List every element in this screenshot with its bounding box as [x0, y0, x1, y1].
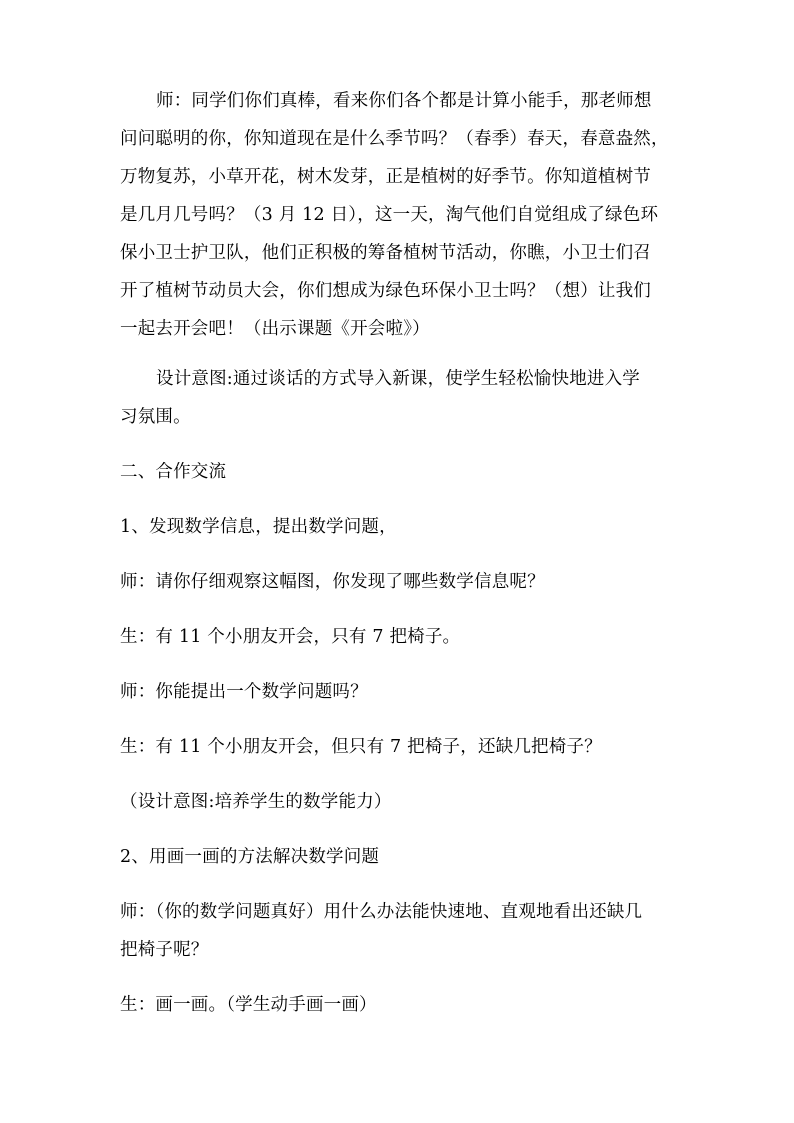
paragraph-design-intent-2: [120, 783, 682, 821]
paragraph-step-1: [120, 508, 682, 546]
text-line: 一起去开会吧！（出示课题《开会啦》）: [120, 319, 430, 339]
paragraph-step-2: [120, 838, 682, 876]
text-line: 1、发现数学信息，提出数学问题，: [120, 517, 397, 537]
text-line: 二、合作交流: [120, 462, 227, 482]
text-line: 习氛围。: [120, 407, 191, 427]
text-line: 师：请你仔细观察这幅图，你发现了哪些数学信息呢？: [120, 572, 545, 592]
paragraph-teacher-question-1: [120, 563, 682, 601]
paragraph-student-answer-2: [120, 728, 682, 766]
text-line: 问问聪明的你，你知道现在是什么季节吗？（春季）春天，春意盎然，: [120, 129, 669, 149]
text-line: （设计意图:培养学生的数学能力）: [120, 792, 392, 812]
text-line: 生：画一画。（学生动手画一画）: [120, 995, 377, 1015]
text-line: 是几月几号吗？（3 月 12 日），这一天，淘气他们自觉组成了绿色环: [120, 205, 659, 225]
text-line: 2、用画一画的方法解决数学问题: [120, 847, 380, 867]
paragraph-student-answer-3: [120, 986, 682, 1024]
text-line: 万物复苏，小草开花，树木发芽，正是植树的好季节。你知道植树节: [120, 167, 651, 187]
paragraph-intro-dialogue: [120, 82, 682, 348]
paragraph-student-answer-1: [120, 618, 682, 656]
text-line: 把椅子呢？: [120, 940, 209, 960]
text-line: 师：你能提出一个数学问题吗？: [120, 682, 368, 702]
paragraph-teacher-question-3: [120, 893, 682, 969]
text-line: 生：有 11 个小朋友开会，只有 7 把椅子。: [120, 627, 461, 647]
text-line: 设计意图:通过谈话的方式导入新课，使学生轻松愉快地进入学: [156, 369, 640, 389]
text-line: 保小卫士护卫队，他们正积极的筹备植树节活动，你瞧，小卫士们召: [120, 243, 651, 263]
section-heading: [120, 453, 682, 491]
text-line: 师：同学们你们真棒，看来你们各个都是计算小能手，那老师想: [156, 91, 652, 111]
paragraph-teacher-question-2: [120, 673, 682, 711]
text-line: 开了植树节动员大会，你们想成为绿色环保小卫士吗？（想）让我们: [120, 281, 651, 301]
text-line: 生：有 11 个小朋友开会，但只有 7 把椅子，还缺几把椅子？: [120, 737, 602, 757]
text-line: 师：（你的数学问题真好）用什么办法能快速地、直观地看出还缺几: [120, 902, 643, 922]
document-body: [120, 82, 682, 1024]
paragraph-design-intent-1: [120, 360, 682, 436]
